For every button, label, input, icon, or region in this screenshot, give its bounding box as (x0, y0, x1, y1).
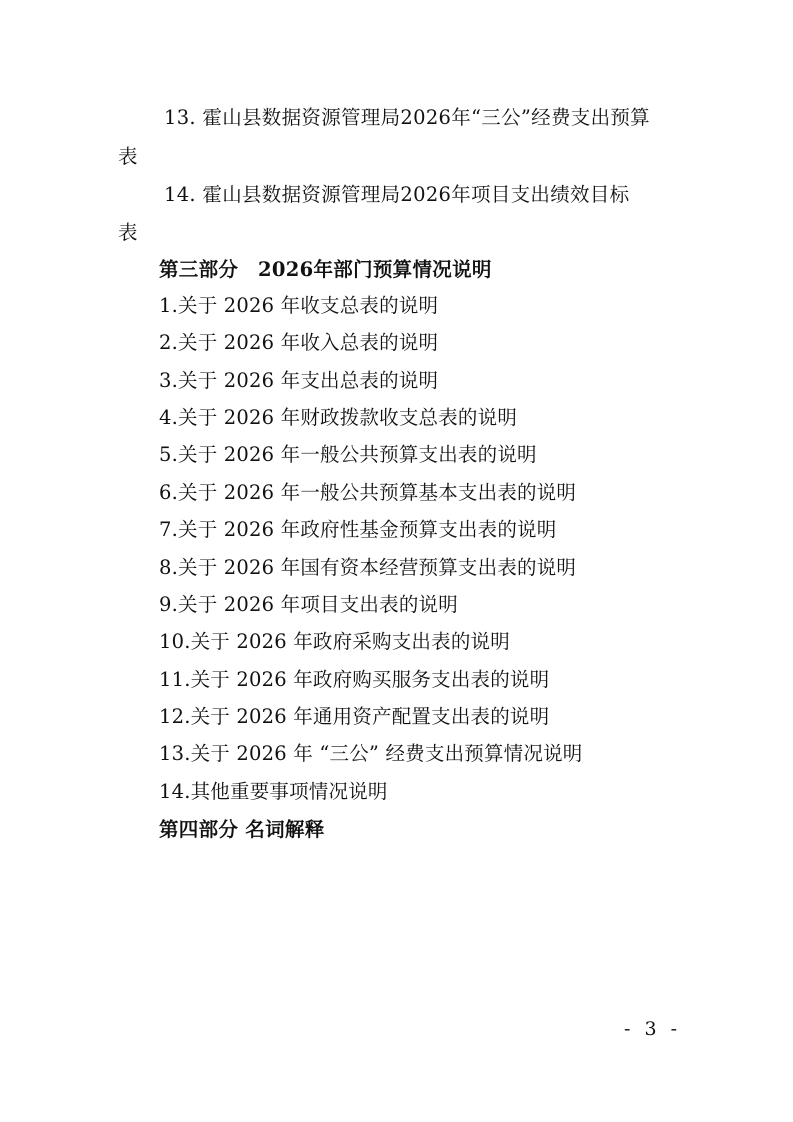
part3-item-10: 10.关于 2026 年政府采购支出表的说明 (159, 630, 510, 653)
page-number: - 3 - (624, 1018, 682, 1040)
part3-item-14: 14.其他重要事项情况说明 (159, 780, 388, 803)
part3-item-12: 12.关于 2026 年通用资产配置支出表的说明 (159, 705, 550, 728)
part3-item-2: 2.关于 2026 年收入总表的说明 (159, 331, 439, 354)
toc-item-13-line2: 表 (118, 145, 138, 168)
part3-item-7: 7.关于 2026 年政府性基金预算支出表的说明 (159, 518, 557, 541)
part3-item-11: 11.关于 2026 年政府购买服务支出表的说明 (159, 668, 550, 691)
part3-item-6: 6.关于 2026 年一般公共预算基本支出表的说明 (159, 481, 577, 504)
part3-item-4: 4.关于 2026 年财政拨款收支总表的说明 (159, 406, 518, 429)
part3-item-1: 1.关于 2026 年收支总表的说明 (159, 294, 439, 317)
part3-item-5: 5.关于 2026 年一般公共预算支出表的说明 (159, 443, 537, 466)
part3-item-3: 3.关于 2026 年支出总表的说明 (159, 369, 439, 392)
part3-item-9: 9.关于 2026 年项目支出表的说明 (159, 593, 458, 616)
part3-heading: 第三部分 2026年部门预算情况说明 (159, 258, 492, 281)
part4-heading: 第四部分 名词解释 (159, 818, 325, 841)
part3-item-13: 13.关于 2026 年 “三公” 经费支出预算情况说明 (159, 742, 583, 765)
part3-item-8: 8.关于 2026 年国有资本经营预算支出表的说明 (159, 556, 577, 579)
toc-item-14-line1: 14. 霍山县数据资源管理局2026年项目支出绩效目标 (164, 183, 630, 206)
toc-item-14-line2: 表 (118, 221, 138, 244)
toc-item-13-line1: 13. 霍山县数据资源管理局2026年“三公”经费支出预算 (164, 106, 650, 129)
